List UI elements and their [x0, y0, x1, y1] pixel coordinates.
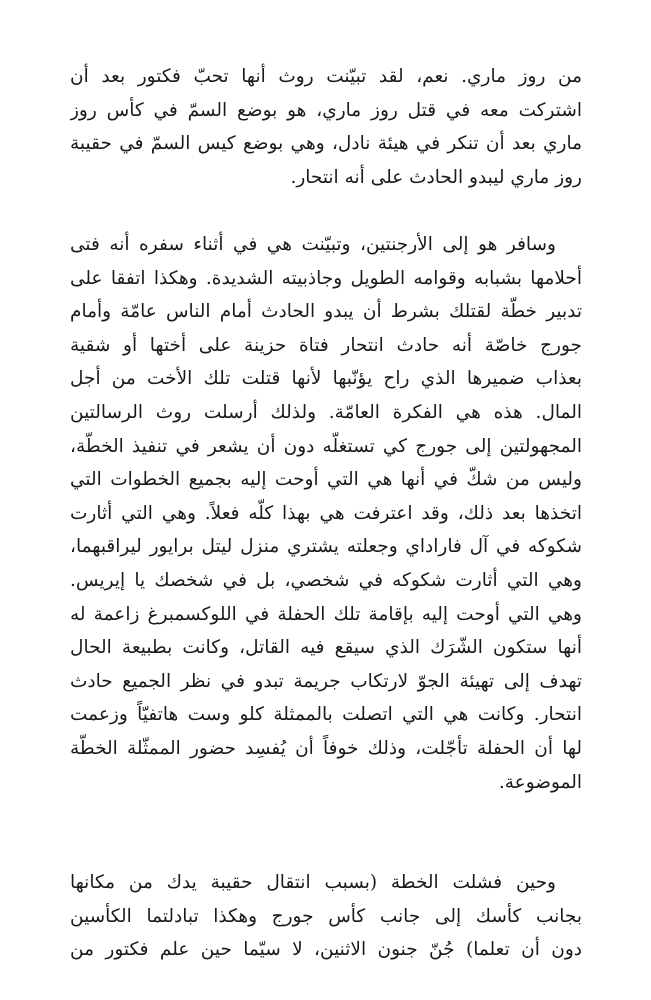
text-line: تهدف إلى تهيئة الجوّ لارتكاب جريمة تبدو في نظر الجميع حادث [70, 670, 582, 692]
text-line: تدبير خطّة لقتلك بشرط أن يبدو الحادث أمام الناس عامّة وأمام [70, 301, 582, 323]
text-line: من روز ماري. نعم، لقد تبيّنت روث أنها تحبّ فكتور بعد أن [70, 66, 582, 87]
text-line: المال. هذه هي الفكرة العامّة. ولذلك أرسلت روث الرسالتين [70, 401, 582, 423]
text-line: ماري بعد أن تنكر في هيئة نادل، وهي بوضع كيس السمّ في حقيبة [70, 133, 582, 155]
text-line: اشتركت معه في قتل روز ماري، هو بوضع السمّ في كأس روز [70, 99, 582, 121]
text-line: لها أن الحفلة تأجّلت، وذلك خوفاً أن يُفسِد حضور الممثّلة الخطّة [70, 737, 582, 759]
text-line: وليس من شكّ في أنها هي التي أوحت إليه بجميع الخطوات التي [70, 469, 582, 491]
text-line: بعذاب ضميرها الذي راح يؤنّبها لأنها قتلت تلك الأخت من أجل [70, 368, 582, 390]
text-line: أنها ستكون الشّرَك الذي سيقع فيه القاتل، وكانت بطبيعة الحال [70, 637, 582, 659]
text-line: شكوكه في آل فاراداي وجعلته يشتري منزل ليتل برايور ليراقبهما، [70, 536, 582, 558]
text-line: دون أن تعلما) جُنّ جنون الاثنين، لا سيّما حين علم فكتور من [70, 939, 582, 961]
paragraph-1 [70, 60, 582, 194]
text-line: وهي التي أثارت شكوكه في شخصي، بل في شخصك يا إيريس. [70, 569, 582, 591]
text-line: وسافر هو إلى الأرجنتين، وتبيّنت هي في أثناء سفره أنه فتى [70, 234, 556, 255]
text-line: اتخذها بعد ذلك، وقد اعترفت هي بهذا كلّه فعلاً. وهي التي أثارت [70, 502, 582, 524]
text-line: بجانب كأسك إلى جانب كأس جورج وهكذا تبادلتما الكأسين [70, 905, 582, 927]
text-line: أحلامها بشبابه وقوامه الطويل وجاذبيته الشديدة. وهكذا اتفقا على [70, 267, 582, 289]
text-line: وهي التي أوحت إليه بإقامة تلك الحفلة في اللوكسمبرغ زاعمة له [70, 603, 582, 625]
paragraph-2 [70, 228, 582, 799]
text-line: الموضوعة. [498, 771, 582, 793]
text-line: انتحار. وكانت هي التي اتصلت بالممثلة كلو وست هاتفيّاً وزعمت [70, 704, 582, 726]
text-line: وحين فشلت الخطة (بسبب انتقال حقيبة يدك من مكانها [70, 872, 556, 893]
text-line: روز ماري ليبدو الحادث على أنه انتحار. [290, 166, 582, 188]
text-line: المجهولتين إلى جورج كي تستغلّه دون أن يشعر في تنفيذ الخطّة، [70, 435, 582, 457]
paragraph-3 [70, 866, 582, 967]
text-line: جورج خاصّة أنه حادث انتحار فتاة حزينة على أختها أو شقية [70, 334, 582, 356]
